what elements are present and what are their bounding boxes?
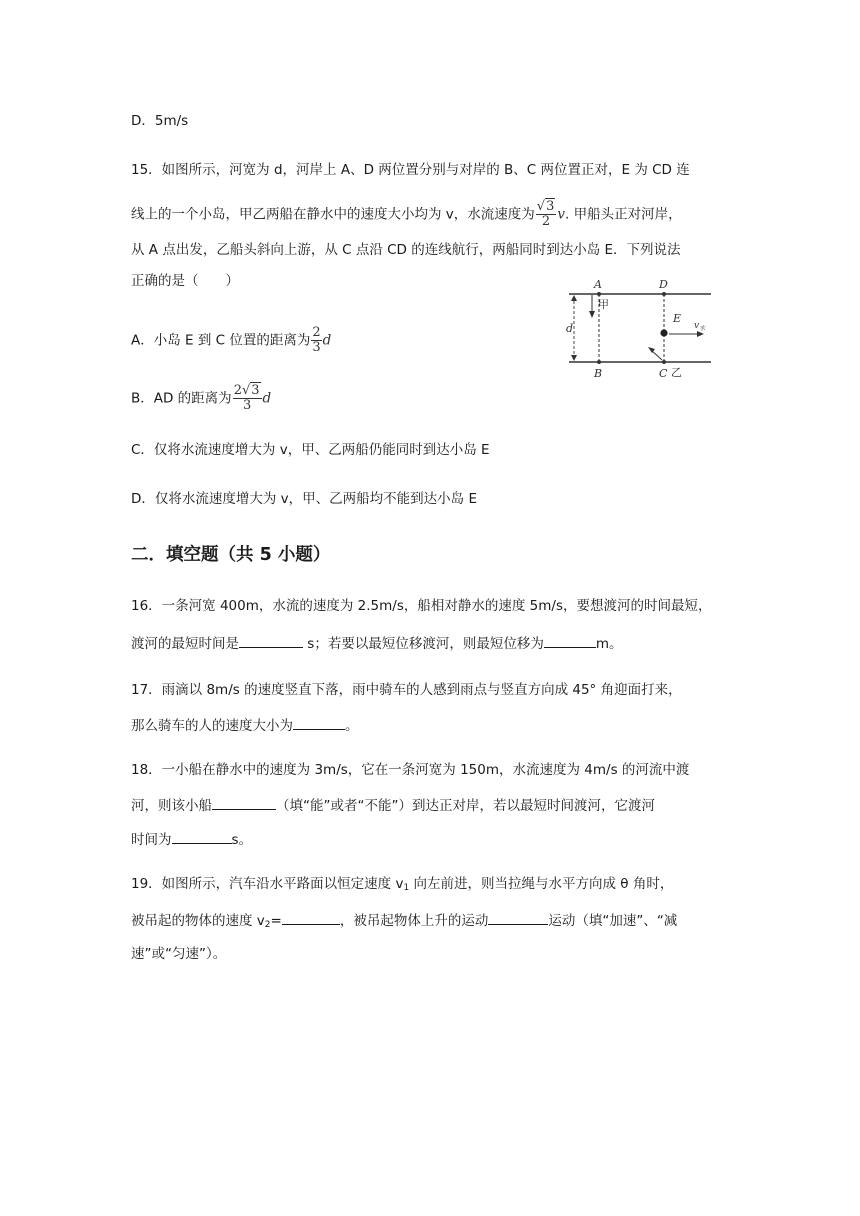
- label-yi: 乙: [671, 366, 682, 379]
- q19-answer-blank-motion[interactable]: [488, 910, 548, 925]
- width-arrow-down: [571, 355, 577, 361]
- q15-stem-line2-pre: 线上的一个小岛，甲乙两船在静水中的速度大小均为 v，水流速度为: [131, 206, 535, 223]
- q18-line2: [131, 795, 655, 816]
- jia-heading-arrow: [589, 311, 595, 318]
- q15-option-b-denominator: 3: [242, 398, 252, 413]
- q19-answer-blank-velocity[interactable]: [282, 910, 340, 925]
- q19-text-b: 向左前进，则当拉绳与水平方向成 θ 角时，: [409, 876, 674, 892]
- point-D: [662, 292, 666, 296]
- label-D: D: [659, 278, 668, 291]
- q17-line2: [131, 715, 359, 736]
- q15-flow-speed-fraction: [536, 200, 557, 229]
- q17-line1: 17．雨滴以 8m/s 的速度竖直下落，雨中骑车的人感到雨点与竖直方向成 45° 角迎面打来，: [131, 682, 682, 698]
- q15-stem-line2: [131, 200, 682, 229]
- q15-option-b: [131, 384, 271, 413]
- q19-text-a: 19．如图所示，汽车沿水平路面以恒定速度 v: [131, 876, 404, 892]
- q15-option-b-coef: 2: [233, 383, 242, 398]
- label-A: A: [594, 278, 602, 291]
- label-C: C: [659, 367, 668, 380]
- q16-text-b: s；若要以最短位移渡河，则最短位移为: [303, 636, 544, 652]
- q15-stem-line2-post: . 甲船头正对河岸，: [565, 206, 682, 223]
- q15-option-b-radicand: 3: [251, 383, 260, 398]
- q16-line2: [131, 633, 622, 654]
- q16-answer-blank-displacement[interactable]: [544, 633, 596, 648]
- q15-option-b-numerator: 2√3: [233, 383, 260, 398]
- q19-line3: 速”或“匀速”）。: [131, 946, 227, 962]
- q18-text-d: s。: [231, 832, 253, 848]
- point-A: [597, 292, 601, 296]
- q19-line1: [131, 874, 673, 898]
- q15-stem-line1: 15．如图所示，河宽为 d，河岸上 A、D 两位置分别与对岸的 B、C 两位置正对，E 为 CD 连: [131, 162, 690, 178]
- label-d: d: [566, 322, 574, 335]
- q19-text-eq: =: [270, 913, 282, 929]
- q15-option-a-numerator: 2: [312, 325, 321, 340]
- q16-text-a: 渡河的最短时间是: [131, 636, 239, 652]
- q14-option-d: D．5m/s: [131, 113, 189, 129]
- label-B: B: [594, 367, 603, 380]
- q15-flow-speed-denominator: 2: [541, 214, 551, 229]
- point-B: [597, 360, 601, 364]
- q18-answer-blank-time[interactable]: [172, 829, 232, 844]
- q15-option-a: [131, 326, 331, 355]
- label-jia: 甲: [598, 298, 609, 311]
- q18-text-a: 河，则该小船: [131, 798, 212, 814]
- q15-option-d: D．仅将水流速度增大为 v，甲、乙两船均不能到达小岛 E: [131, 491, 477, 507]
- q15-sqrt3-radicand: 3: [546, 199, 555, 214]
- q15-stem-line4: 正确的是（ ）: [131, 273, 239, 289]
- q15-option-b-fraction: [233, 384, 262, 413]
- q16-answer-blank-time[interactable]: [239, 633, 303, 648]
- section-2-heading: 二．填空题（共 5 小题）: [131, 545, 331, 565]
- width-arrow-up: [571, 295, 577, 301]
- q15-flow-speed-numerator: √3: [536, 199, 555, 214]
- q15-option-a-fraction: [311, 326, 321, 355]
- river-diagram: [563, 276, 715, 380]
- q19-text-d: ，被吊起物体上升的运动: [339, 913, 489, 929]
- q16-line1: 16．一条河宽 400m，水流的速度为 2.5m/s，船相对静水的速度 5m/s，要想渡河的时间最短，: [131, 598, 712, 614]
- q18-line1: 18．一小船在静水中的速度为 3m/s，它在一条河宽为 150m，水流速度为 4m/s 的河流中渡: [131, 762, 690, 778]
- q18-line3: [131, 829, 252, 850]
- label-v-water: $v_水$: [694, 321, 706, 332]
- island-E: [660, 329, 667, 336]
- q19-v2-subscript: 2: [264, 920, 271, 930]
- q15-var-v: v: [557, 206, 565, 223]
- q15-option-a-denominator: 3: [312, 340, 321, 355]
- q15-option-c: C．仅将水流速度增大为 v，甲、乙两船仍能同时到达小岛 E: [131, 442, 490, 458]
- label-E: E: [673, 312, 682, 325]
- q17-text-a: 那么骑车的人的速度大小为: [131, 718, 293, 734]
- q15-option-b-var-d: d: [262, 390, 272, 407]
- q17-answer-blank-speed[interactable]: [293, 715, 345, 730]
- point-C: [662, 360, 666, 364]
- q19-text-c: 被吊起的物体的速度 v: [131, 913, 265, 929]
- q19-line2: [131, 910, 677, 935]
- q15-option-a-var-d: d: [322, 332, 332, 349]
- q16-text-c: m。: [595, 636, 623, 652]
- q15-option-a-text: A．小岛 E 到 C 位置的距离为: [131, 332, 311, 349]
- q15-option-b-text: B．AD 的距离为: [131, 390, 232, 407]
- q17-text-b: 。: [345, 718, 359, 734]
- q15-stem-line3: 从 A 点出发，乙船头斜向上游，从 C 点沿 CD 的连线航行，两船同时到达小岛 E．下列说法: [131, 242, 681, 258]
- q18-text-b: （填“能”或者“不能”）到达正对岸，若以最短时间渡河，它渡河: [276, 798, 655, 814]
- q18-answer-blank-can[interactable]: [212, 795, 276, 810]
- q18-text-c: 时间为: [131, 832, 172, 848]
- q19-v1-subscript: 1: [403, 883, 410, 893]
- q19-text-e: 运动（填“加速”、“减: [548, 913, 678, 929]
- q15-river-figure: [563, 276, 715, 384]
